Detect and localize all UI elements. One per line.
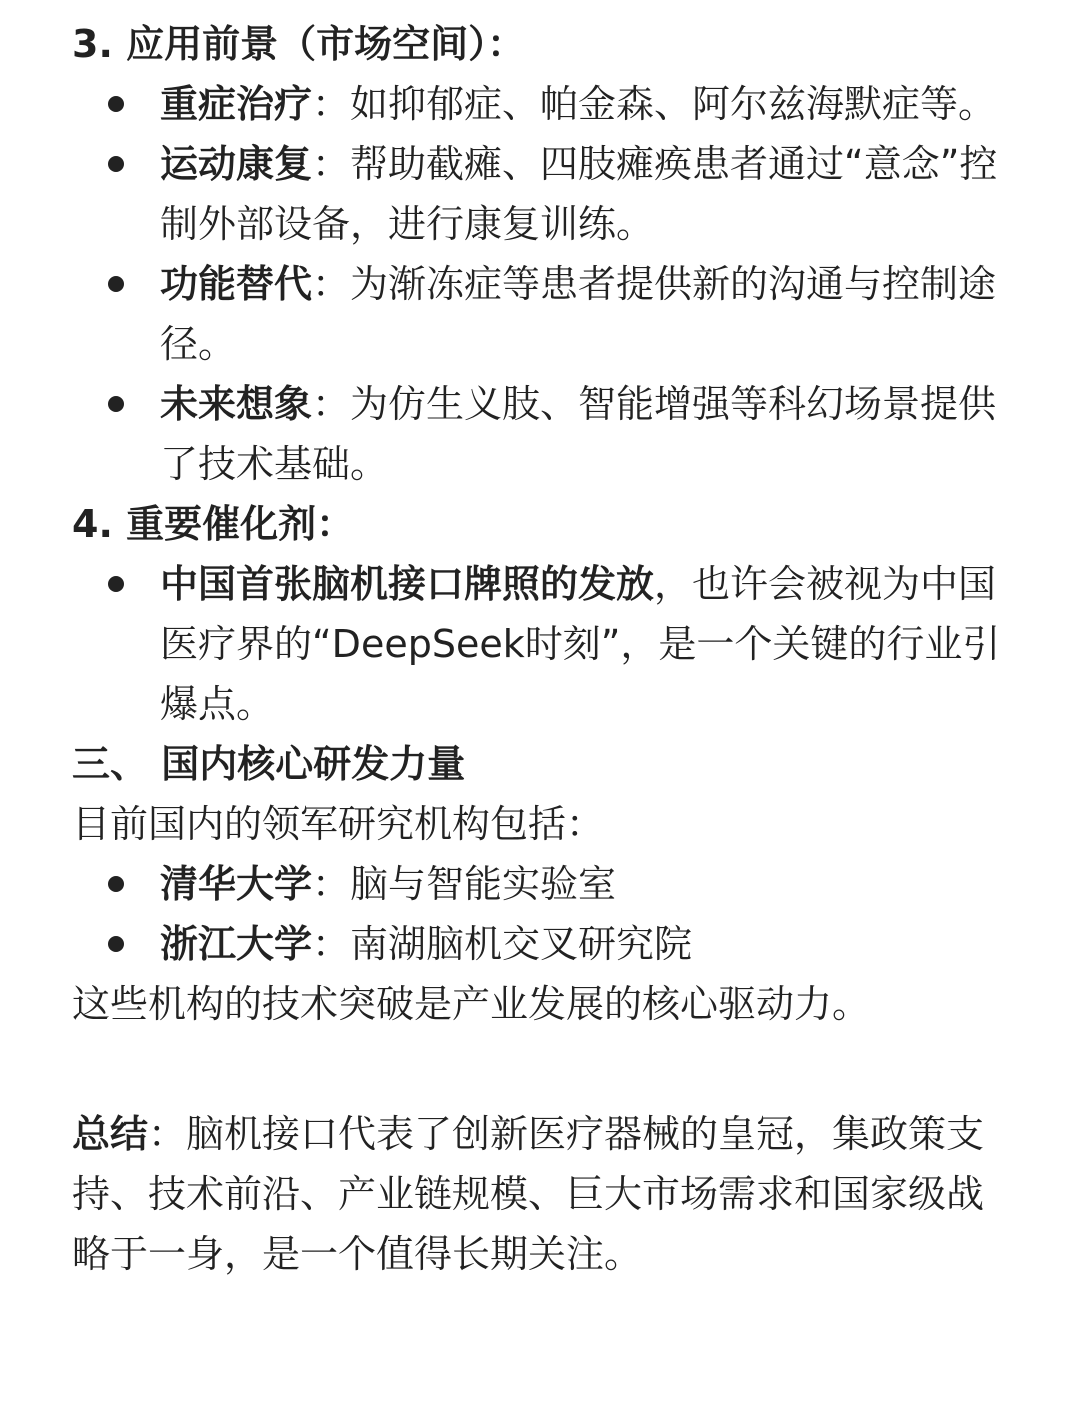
- article-body: [72, 14, 1012, 1284]
- item-title: 重症治疗: [160, 82, 313, 126]
- section-heading-catalyst: 4. 重要催化剂：: [72, 502, 355, 546]
- bullet-icon: [108, 96, 124, 112]
- bullet-icon: [108, 576, 124, 592]
- item-title: 运动康复: [160, 142, 313, 186]
- item-text: ：南湖脑机交叉研究院: [312, 922, 693, 966]
- list-item-motor-rehab: [72, 134, 1012, 254]
- list-item-future-imagination: [72, 374, 1012, 494]
- bullet-icon: [108, 936, 124, 952]
- item-title: 未来想象: [160, 382, 313, 426]
- institutions-outro: 这些机构的技术突破是产业发展的核心驱动力。: [72, 982, 871, 1026]
- list-item-license: [72, 554, 1012, 734]
- list-item-tsinghua: [72, 854, 1012, 914]
- summary-text: ：脑机接口代表了创新医疗器械的皇冠，集政策支持、技术前沿、产业链规模、巨大市场需求和国家级战略于一身，是一个值得长期关注。: [72, 1112, 985, 1276]
- item-text: ：脑与智能实验室: [312, 862, 617, 906]
- item-title: 浙江大学: [160, 922, 313, 966]
- part-heading-domestic-rd: 三、 国内核心研发力量: [72, 742, 466, 786]
- section-heading-application-prospects: 3. 应用前景（市场空间）：: [72, 22, 526, 66]
- item-title: 中国首张脑机接口牌照的发放: [160, 562, 655, 606]
- item-text: ：如抑郁症、帕金森、阿尔兹海默症等。: [312, 82, 997, 126]
- list-item-function-replacement: [72, 254, 1012, 374]
- list-item-severe-treatment: [72, 74, 1012, 134]
- summary-paragraph: [72, 1104, 1012, 1284]
- institutions-intro: 目前国内的领军研究机构包括：: [72, 802, 605, 846]
- application-prospects-list: [72, 74, 1012, 494]
- institutions-list: [72, 854, 1012, 974]
- item-text: ，也许会被视为中国医疗界的“DeepSeek时刻”，是一个关键的行业引爆点。: [160, 562, 1001, 726]
- item-text: ：为仿生义肢、智能增强等科幻场景提供了技术基础。: [160, 382, 997, 486]
- summary-label: 总结: [72, 1112, 149, 1156]
- bullet-icon: [108, 156, 124, 172]
- item-title: 清华大学: [160, 862, 313, 906]
- catalyst-list: [72, 554, 1012, 734]
- item-title: 功能替代: [160, 262, 313, 306]
- paragraph-spacer: [72, 1034, 1012, 1104]
- bullet-icon: [108, 276, 124, 292]
- bullet-icon: [108, 396, 124, 412]
- item-text: ：为渐冻症等患者提供新的沟通与控制途径。: [160, 262, 997, 366]
- item-text: ：帮助截瘫、四肢瘫痪患者通过“意念”控制外部设备，进行康复训练。: [160, 142, 998, 246]
- list-item-zhejiang: [72, 914, 1012, 974]
- bullet-icon: [108, 876, 124, 892]
